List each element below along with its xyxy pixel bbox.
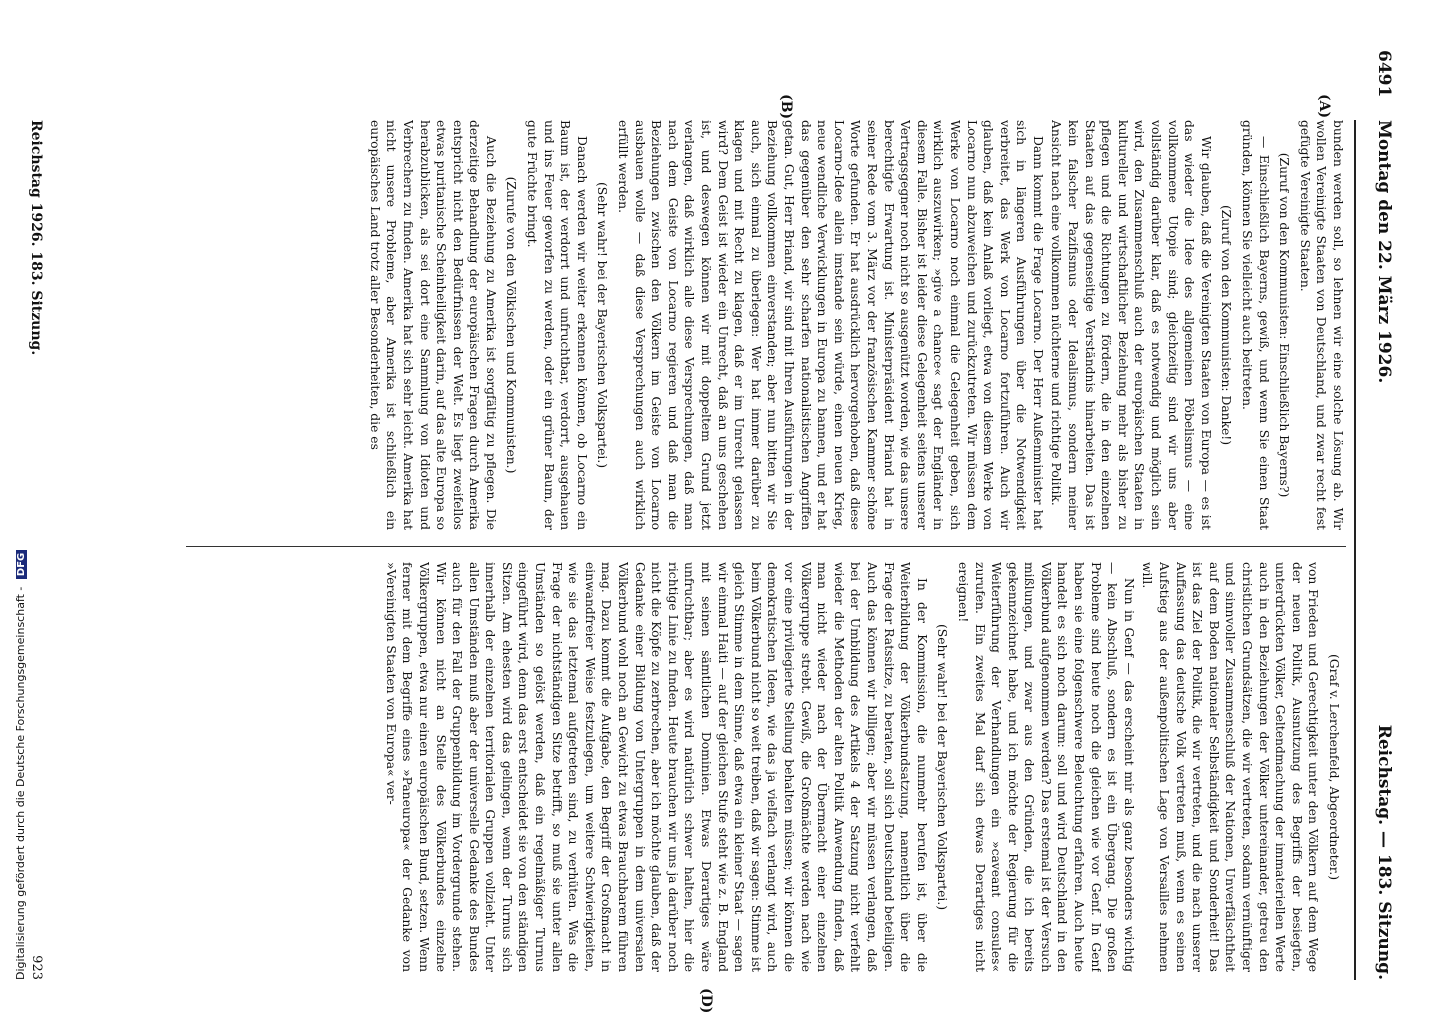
paragraph: Wir glauben, daß die Vereinigten Staaten von Europa — es ist das wieder die Idee des allgemeinen Pöbelismus — eine vollkommene Utopie sind; gleichzeitig sind wir uns aber vollständig darüber klar, daß es notwendig und möglich sein wird, den Zusammenschluß auch der europäischen Staaten in kultureller und wirtschaftlicher Beziehung mehr als bisher zu pflegen und die Richtungen zu fördern, die in den einzelnen Staaten auf das gegenseitige Verständnis hinarbeiten. Das ist kein falscher Pazifismus oder Idealismus, sondern meiner Ansicht nach eine vollkommen nüchterne und richtige Politik.	[1049, 120, 1213, 530]
text-column-right	[46, 562, 1346, 972]
credit-text: Digitalisierung gefördert durch die Deutsche Forschungsgemeinschaft -	[14, 586, 27, 980]
text-column-left	[46, 120, 1346, 530]
interjection: (Zuruf von den Kommunisten: Danke!)	[1219, 204, 1234, 446]
paragraph: Dann kommt die Frage Locarno. Der Herr Außenminister hat sich in längeren Ausführungen über die Notwendigkeit verbreitet, das Werk von Locarno fortzuführen. Auch wir glauben, daß kein Anlaß vorliegt, etwa von diesem Werke von Locarno nun abzuweichen und zurückzutreten. Wir müssen dem Werke von Locarno noch einmal die Gelegenheit geben, sich wirklich auszuwirken; »give a chance« sagt der Engländer in diesem Falle. Bisher ist leider diese Gelegenheit seitens unserer Vertragsgegner noch nicht so ausgenützt worden, wie das unsere berechtigte Erwartung ist. Ministerpräsident Briand hat in seiner Rede vom 3. März vor der französischen Kammer schöne Worte gefunden. Er hat ausdrücklich hervorgehoben, daß diese Locarno-Idee allein imstande sein würde, einen neuen Krieg, neue wendliche Verwicklungen in Europa zu bannen, und er hat das gegenüber den sehr scharfen nationalistischen Angriffen getan. Gut, Herr Briand, wir sind mit Ihren Ausführungen in der Beziehung vollkommen einverstanden; aber nun bitten wir Sie auch, sich einmal zu überlegen: Wer hat immer darüber zu klagen und mit Recht zu klagen, daß er im Unrecht gelassen wird? Dem Geist ist wieder ein Unrecht, daß an uns geschehen ist, und deswegen können wir mit doppeltem Grund jetzt verlangen, daß wirklich alle diese Versprechungen, daß man nach dem Geiste von Locarno regieren und daß man die Beziehungen zwischen den Völkern im Geiste von Locarno ausbauen wolle — daß diese Versprechungen auch wirklich erfüllt werden.	[616, 120, 1045, 530]
interjection: (Zuruf von den Kommunisten: Einschließlich Bayerns?)	[1277, 152, 1292, 498]
interjection: (Zurufe von den Völkischen und Kommunisten.)	[504, 176, 519, 474]
paragraph: von Frieden und Gerechtigkeit unter den Völkern auf dem Wege der neuen Politik, Ausnutzung des Begriffs der besiegten, unterdrückten Völker, Geltendmachung der immateriellen Werte auch in den Beziehungen der Völker untereinander, getreu den christlichen Grundsätzen, die wir vertreten, sodann vernünftiger und sinnvoller Zusammenschluß der Nationen, Unverfälschtheit auf dem Boden nationaler Selbständigkeit und Sonderheit! Das ist das Ziel der Politik, die wir vertreten, und die nach unserer Auffassung das deutsche Volk vertreten muß, wenn es seinen Aufstieg aus der außenpolitischen Lage von Versailles nehmen will.	[1140, 562, 1321, 972]
footer-session: Reichstag 1926. 183. Sitzung.	[28, 120, 44, 356]
header-session: Reichstag. — 183. Sitzung.	[1374, 724, 1394, 980]
page-number: 6491	[1374, 50, 1394, 98]
margin-mark-b: (B)	[778, 94, 794, 120]
paragraph: Danach werden wir weiter erkennen können, ob Locarno ein Baum ist, der verdorrt und unfruchtbar, verdorrt, ausgehauen und ins Feuer geworfen zu werden, oder ein grüner Baum, der gute Früchte bringt.	[525, 120, 589, 530]
digitization-credit	[14, 550, 27, 980]
page-header	[1360, 50, 1400, 980]
interjection: (Sehr wahr! bei der Bayerischen Volkspartei.)	[595, 181, 610, 469]
paragraph: bunden werden soll, so lehnen wir eine solche Lösung ab. Wir wollen Vereinigte Staaten von Deutschland, und zwar recht fest gefügte Vereinigte Staaten.	[1297, 120, 1345, 530]
margin-mark-a: (A)	[1316, 94, 1332, 119]
column-divider	[186, 546, 1346, 547]
paragraph: Auch die Beziehung zu Amerika ist sorgfältig zu pflegen. Die derzeitige Behandlung der europäischen Fragen durch Amerika entspricht nicht den Bedürfnissen der Welt. Es liegt zweifellos etwas puritanische Scheinheiligkeit darin, auf das alte Europa so herabzublicken, als sei dort eine Sammlung von Idioten und Verbrechern zu finden. Amerika hat sich sehr leicht. Amerika hat nicht unsere Probleme, aber Amerika ist schließlich ein europäisches Land trotz aller Besonderheiten, die es	[367, 120, 498, 530]
dfg-logo: DFG	[16, 550, 27, 579]
paragraph: — Einschließlich Bayerns, gewiß, und wenn Sie einen Staat gründen, können Sie vielleicht auch beitreten.	[1240, 120, 1271, 530]
paragraph: Nun in Genf — das erscheint mir als ganz besonders wichtig — kein Abschluß, sondern es ist ein Übergang. Die großen Probleme sind heute noch die gleichen wie vor Genf. In Genf haben sie eine folgenschwere Beleuchtung erfahren. Auch heute handelt es sich noch darum: soll und wird Deutschland in den Völkerbund aufgenommen werden? Das erstemal ist der Versuch mißlungen, und zwar aus den Gründen, die ich bereits gekennzeichnet habe, und ich möchte der Regierung für die Weiterführung der Verhandlungen ein »caveant consules« zurufen. Ein zweites Mal darf sich etwas Derartiges nicht ereignen!	[955, 562, 1136, 972]
speaker-label: (Graf v. Lerchenfeld, Abgeordneter.)	[1327, 653, 1341, 881]
header-date: Montag den 22. März 1926.	[1374, 120, 1394, 384]
margin-mark-d: (D)	[698, 988, 714, 1013]
interjection: (Sehr wahr! bei der Bayerischen Volkspartei.)	[935, 623, 950, 911]
header-rule	[1354, 120, 1356, 980]
footer-signature: 923	[29, 955, 44, 980]
paragraph: In der Kommission, die nunmehr berufen ist, über die Weiterbildung der Völkerbundsatzung, namentlich über die Frage der Ratssitze, zu beraten, soll sich Deutschland beteiligen. Auch das können wir billigen; aber wir müssen verlangen, daß bei der Umbildung des Artikels 4 der Satzung nicht verfehlt wieder die Methoden der alten Politik Anwendung finden, daß man nicht wieder nach der Übermacht einer einzelnen Völkergruppe strebt. Gewiß, die Großmächte werden nach wie vor eine privilegierte Stellung behalten müssen; wir können die demokratischen Ideen, wie das ja vielfach verlangt wird, auch beim Völkerbund nicht so weit treiben, daß wir sagen: Stimme ist gleich Stimme in dem Sinne, daß etwa ein kleiner Staat — sagen wir einmal Haiti — auf der gleichen Stufe steht wie z. B. England mit seinen sämtlichen Dominien. Etwas Derartiges wäre unfruchtbar; aber es wird natürlich schwer halten, hier die richtige Linie zu finden. Heute brauchen wir uns ja darüber noch nicht die Köpfe zu zerbrechen, aber ich möchte glauben, daß der Gedanke einer Bildung von Untergruppen in dem universalen Völkerbund wohl noch an Gewicht zu etwas Brauchbarem führen mag. Dazu kommt die Aufgabe, den Begriff der Großmacht in einwandfreier Weise festzulegen, um weitere Schwierigkeiten, wie sie das letztemal aufgetreten sind, zu verhüten. Was die Frage der nichtständigen Sitze betrifft, so muß sie unter allen Umständen so gelöst werden, daß ein regelmäßiger Turnus eingeführt wird, denn das erst entscheidet sie von den ständigen Sitzen. Am ehesten wird das gelingen, wenn der Turnus sich innerhalb der einzelnen territorialen Gruppen vollzieht. Unter allen Umständen muß aber der universelle Gedanke des Bundes auch für den Fall der Gruppenbildung im Vordergrunde stehen. Wir können nicht an Stelle des Völkerbundes einzelne Völkergruppen, etwa nur einen europäischen Bund, setzen. Wenn ferner mit dem Begriffe eines »Paneuropa« der Gedanke von »Vereinigten Staaten von Europa« ver-	[383, 562, 929, 972]
